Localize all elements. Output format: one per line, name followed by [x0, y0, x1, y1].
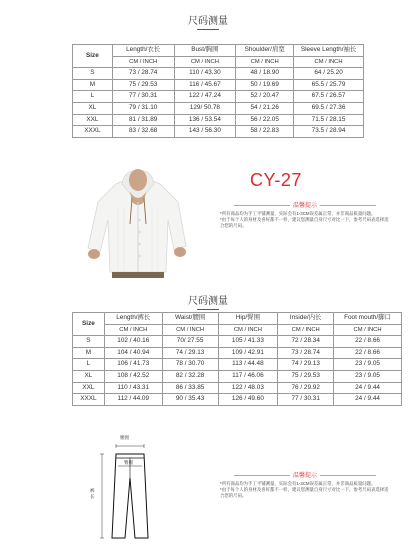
measurement-cell: 69.5 / 27.36	[294, 102, 364, 114]
unit-cell: CM / INCH	[278, 324, 334, 336]
table-header-row	[73, 45, 364, 57]
table-row	[73, 79, 364, 91]
pants-chart-title	[0, 292, 416, 310]
measurement-cell: 23 / 9.05	[334, 370, 402, 382]
shirt-product-image	[78, 168, 198, 278]
size-cell: L	[73, 91, 113, 103]
unit-cell: CM / INCH	[162, 324, 218, 336]
unit-cell: CM / INCH	[334, 324, 402, 336]
table-row	[73, 336, 402, 348]
measurement-cell: 102 / 40.16	[104, 336, 162, 348]
measurement-cell: 105 / 41.33	[218, 336, 278, 348]
table-unit-row	[73, 324, 402, 336]
measurement-cell: 65.5 / 25.79	[294, 79, 364, 91]
measurement-cell: 52 / 20.47	[236, 91, 294, 103]
measurement-cell: 78 / 30.70	[162, 359, 218, 371]
measurement-cell: 73 / 28.74	[112, 68, 174, 80]
measurement-cell: 64 / 25.20	[294, 68, 364, 80]
size-cell: XXL	[73, 382, 105, 394]
measurement-cell: 108 / 42.52	[104, 370, 162, 382]
measurement-cell: 136 / 53.54	[174, 114, 236, 126]
measurement-cell: 122 / 47.24	[174, 91, 236, 103]
length-label: 裤长	[90, 488, 95, 499]
measurement-cell: 23 / 9.05	[334, 359, 402, 371]
pants-tip-line: *所有商品均为手工平铺测量，实际会有1-3CM误差属正常，并非商品质量问题。	[220, 481, 376, 486]
table-header-row	[73, 313, 402, 325]
size-cell: M	[73, 347, 105, 359]
measurement-cell: 73.5 / 28.94	[294, 126, 364, 138]
measurement-cell: 77 / 30.31	[278, 394, 334, 406]
measurement-cell: 77 / 30.31	[112, 91, 174, 103]
size-cell: M	[73, 79, 113, 91]
measurement-cell: 72 / 28.34	[278, 336, 334, 348]
measurement-cell: 117 / 46.06	[218, 370, 278, 382]
measurement-cell: 110 / 43.30	[174, 68, 236, 80]
table-row	[73, 370, 402, 382]
measurement-cell: 82 / 32.28	[162, 370, 218, 382]
pants-tip-title-text: 温馨提示	[292, 473, 317, 479]
column-header-cell: Inside/内长	[278, 313, 334, 325]
table-row	[73, 347, 402, 359]
measurement-cell: 22 / 8.66	[334, 336, 402, 348]
pants-tip-box	[220, 473, 390, 499]
measurement-cell: 143 / 56.30	[174, 126, 236, 138]
pants-chart-title-text: 尺码测量	[188, 296, 228, 307]
table-row	[73, 382, 402, 394]
shirt-tip-title	[220, 203, 390, 209]
shirt-tip-line: *所有商品均为手工平铺测量，实际会有1-3CM误差属正常，并非商品质量问题。	[220, 211, 376, 216]
size-cell: XXXL	[73, 126, 113, 138]
pants-tip-line: *由于每个人的身材及喜好都不一样，建议您测量自身尺寸对比一下，参考尺码表选择适合您的尺码。	[220, 487, 389, 498]
measurement-cell: 116 / 45.67	[174, 79, 236, 91]
measurement-cell: 113 / 44.48	[218, 359, 278, 371]
shirt-tip-box	[220, 203, 390, 229]
measurement-cell: 126 / 49.60	[218, 394, 278, 406]
measurement-cell: 83 / 32.68	[112, 126, 174, 138]
shirt-chart-title-text: 尺码测量	[188, 16, 228, 27]
column-header-cell: Foot mouth/脚口	[334, 313, 402, 325]
table-row	[73, 359, 402, 371]
measurement-cell: 109 / 42.91	[218, 347, 278, 359]
measurement-cell: 90 / 35.43	[162, 394, 218, 406]
measurement-cell: 73 / 28.74	[278, 347, 334, 359]
size-cell: L	[73, 359, 105, 371]
measurement-cell: 74 / 29.13	[278, 359, 334, 371]
size-cell: XL	[73, 370, 105, 382]
title-underline	[197, 29, 219, 30]
measurement-cell: 79 / 31.10	[112, 102, 174, 114]
size-cell: XL	[73, 102, 113, 114]
column-header-cell: Length/衣长	[112, 45, 174, 57]
pants-diagram	[86, 435, 166, 544]
table-row	[73, 68, 364, 80]
size-cell: S	[73, 68, 113, 80]
table-row	[73, 126, 364, 138]
measurement-cell: 104 / 40.94	[104, 347, 162, 359]
measurement-cell: 56 / 22.05	[236, 114, 294, 126]
measurement-cell: 67.5 / 26.57	[294, 91, 364, 103]
measurement-cell: 122 / 48.03	[218, 382, 278, 394]
measurement-cell: 71.5 / 28.15	[294, 114, 364, 126]
table-unit-row	[73, 56, 364, 68]
tip-divider	[234, 205, 290, 206]
measurement-cell: 70/ 27.55	[162, 336, 218, 348]
measurement-cell: 81 / 31.89	[112, 114, 174, 126]
title-underline	[197, 309, 219, 310]
column-header-cell: Bust/胸围	[174, 45, 236, 57]
measurement-cell: 110 / 43.31	[104, 382, 162, 394]
model-code: CY-27	[250, 170, 302, 190]
shirt-size-table	[72, 44, 364, 138]
measurement-cell: 54 / 21.26	[236, 102, 294, 114]
shirt-tip-title-text: 温馨提示	[292, 203, 317, 209]
measurement-cell: 75 / 29.53	[278, 370, 334, 382]
measurement-cell: 76 / 29.92	[278, 382, 334, 394]
unit-cell: CM / INCH	[294, 56, 364, 68]
shirt-illustration	[78, 168, 198, 278]
tip-divider	[234, 475, 290, 476]
hip-label: 臀围	[124, 460, 134, 465]
shirt-chart-title	[0, 12, 416, 30]
table-row	[73, 91, 364, 103]
shirt-tip-line: *由于每个人的身材及喜好都不一样，建议您测量自身尺寸对比一下，参考尺码表选择适合您的尺码。	[220, 217, 389, 228]
size-cell: S	[73, 336, 105, 348]
measurement-cell: 24 / 9.44	[334, 382, 402, 394]
pants-tip-title	[220, 473, 390, 479]
measurement-cell: 74 / 29.13	[162, 347, 218, 359]
unit-cell: CM / INCH	[236, 56, 294, 68]
measurement-cell: 50 / 19.69	[236, 79, 294, 91]
unit-cell: CM / INCH	[104, 324, 162, 336]
unit-cell: CM / INCH	[112, 56, 174, 68]
table-row	[73, 394, 402, 406]
column-header-cell: Waist/腰围	[162, 313, 218, 325]
measurement-cell: 129/ 50.78	[174, 102, 236, 114]
unit-cell: CM / INCH	[174, 56, 236, 68]
measurement-cell: 75 / 29.53	[112, 79, 174, 91]
measurement-cell: 24 / 9.44	[334, 394, 402, 406]
size-cell: XXXL	[73, 394, 105, 406]
pants-outline-icon	[86, 444, 166, 544]
tip-divider	[320, 475, 376, 476]
measurement-cell: 112 / 44.09	[104, 394, 162, 406]
measurement-cell: 106 / 41.73	[104, 359, 162, 371]
measurement-cell: 58 / 22.83	[236, 126, 294, 138]
size-cell: XXL	[73, 114, 113, 126]
size-header-cell: Size	[73, 45, 113, 68]
unit-cell: CM / INCH	[218, 324, 278, 336]
pants-size-table	[72, 312, 402, 406]
table-row	[73, 114, 364, 126]
column-header-cell: Shoulder/肩宽	[236, 45, 294, 57]
measurement-cell: 86 / 33.85	[162, 382, 218, 394]
waist-label: 腰围	[120, 435, 130, 440]
tip-divider	[320, 205, 376, 206]
table-row	[73, 102, 364, 114]
column-header-cell: Hip/臀围	[218, 313, 278, 325]
size-header-cell: Size	[73, 313, 105, 336]
measurement-cell: 48 / 18.90	[236, 68, 294, 80]
column-header-cell: Length/裤长	[104, 313, 162, 325]
measurement-cell: 22 / 8.66	[334, 347, 402, 359]
column-header-cell: Sleeve Length/袖长	[294, 45, 364, 57]
